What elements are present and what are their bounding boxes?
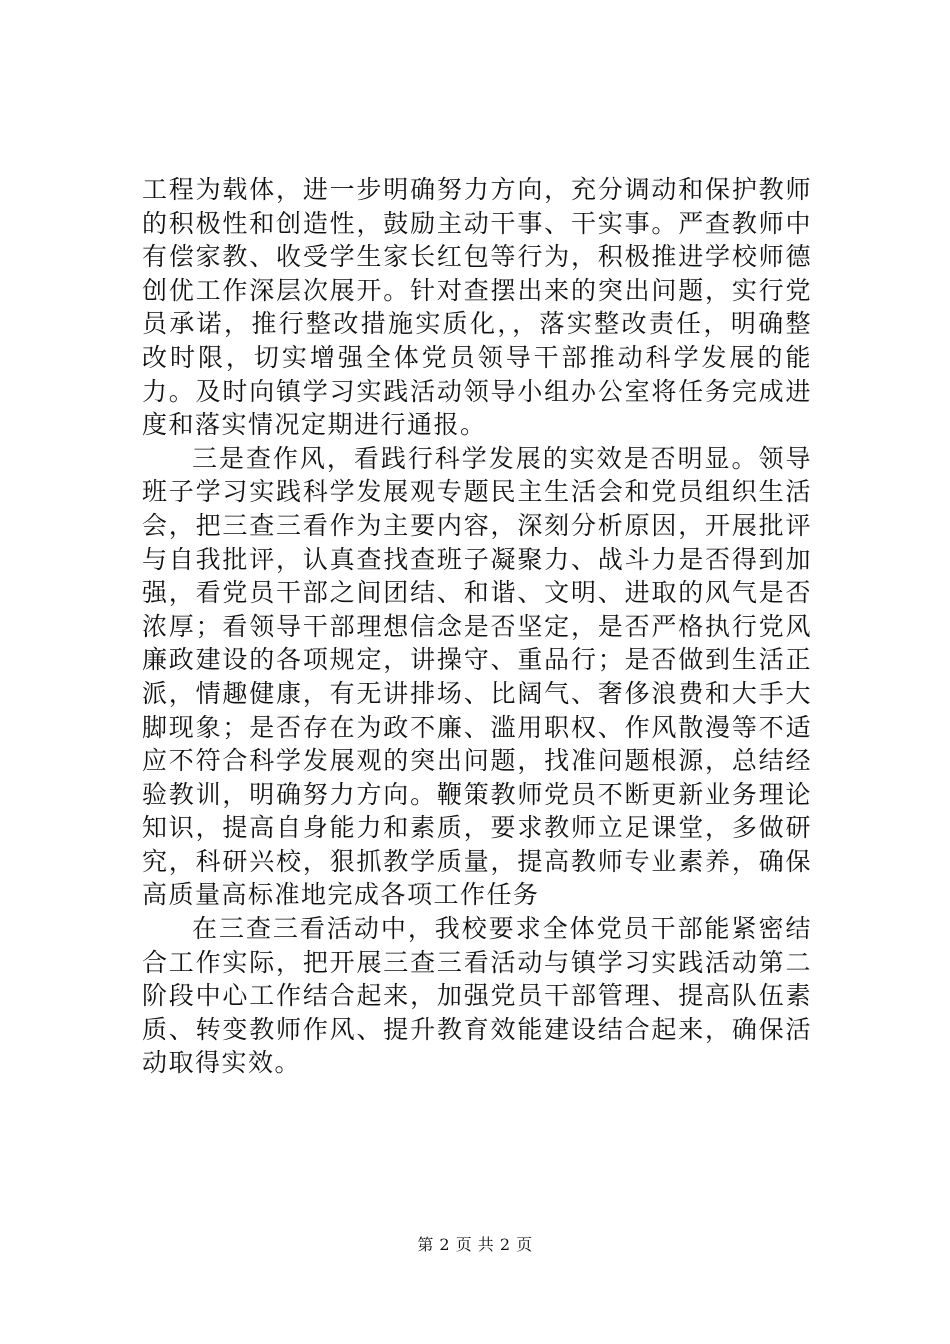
paragraph-1: 工程为载体，进一步明确努力方向，充分调动和保护教师的积极性和创造性，鼓励主动干事、干实事。严查教师中有偿家教、收受学生家长红包等行为，积极推进学校师德创优工作深层次展开。针对查摆出来的突出问题，实行党员承诺，推行整改措施实质化，，落实整改责任，明确整改时限，切实增强全体党员领导干部推动科学发展的能力。及时向镇学习实践活动领导小组办公室将任务完成进度和落实情况定期进行通报。 (142, 175, 812, 440)
document-body (142, 173, 812, 1080)
paragraph-3: 在三查三看活动中，我校要求全体党员干部能紧密结合工作实际，把开展三查三看活动与镇学习实践活动第二阶段中心工作结合起来，加强党员干部管理、提高队伍素质、转变教师作风、提升教育效能建设结合起来，确保活动取得实效。 (142, 914, 812, 1078)
page-number-footer: 第 2 页 共 2 页 (417, 1235, 533, 1254)
paragraph-2: 三是查作风，看践行科学发展的实效是否明显。领导班子学习实践科学发展观专题民主生活会和党员组织生活会，把三查三看作为主要内容，深刻分析原因，开展批评与自我批评，认真查找查班子凝聚力、战斗力是否得到加强，看党员干部之间团结、和谐、文明、进取的风气是否浓厚；看领导干部理想信念是否坚定，是否严格执行党风廉政建设的各项规定，讲操守、重品行；是否做到生活正派，情趣健康，有无讲排场、比阔气、奢侈浪费和大手大脚现象；是否存在为政不廉、滥用职权、作风散漫等不适应不符合科学发展观的突出问题，找准问题根源，总结经验教训，明确努力方向。鞭策教师党员不断更新业务理论知识，提高自身能力和素质，要求教师立足课堂，多做研究，科研兴校，狠抓教学质量，提高教师专业素养，确保高质量高标准地完成各项工作任务 (142, 443, 812, 910)
